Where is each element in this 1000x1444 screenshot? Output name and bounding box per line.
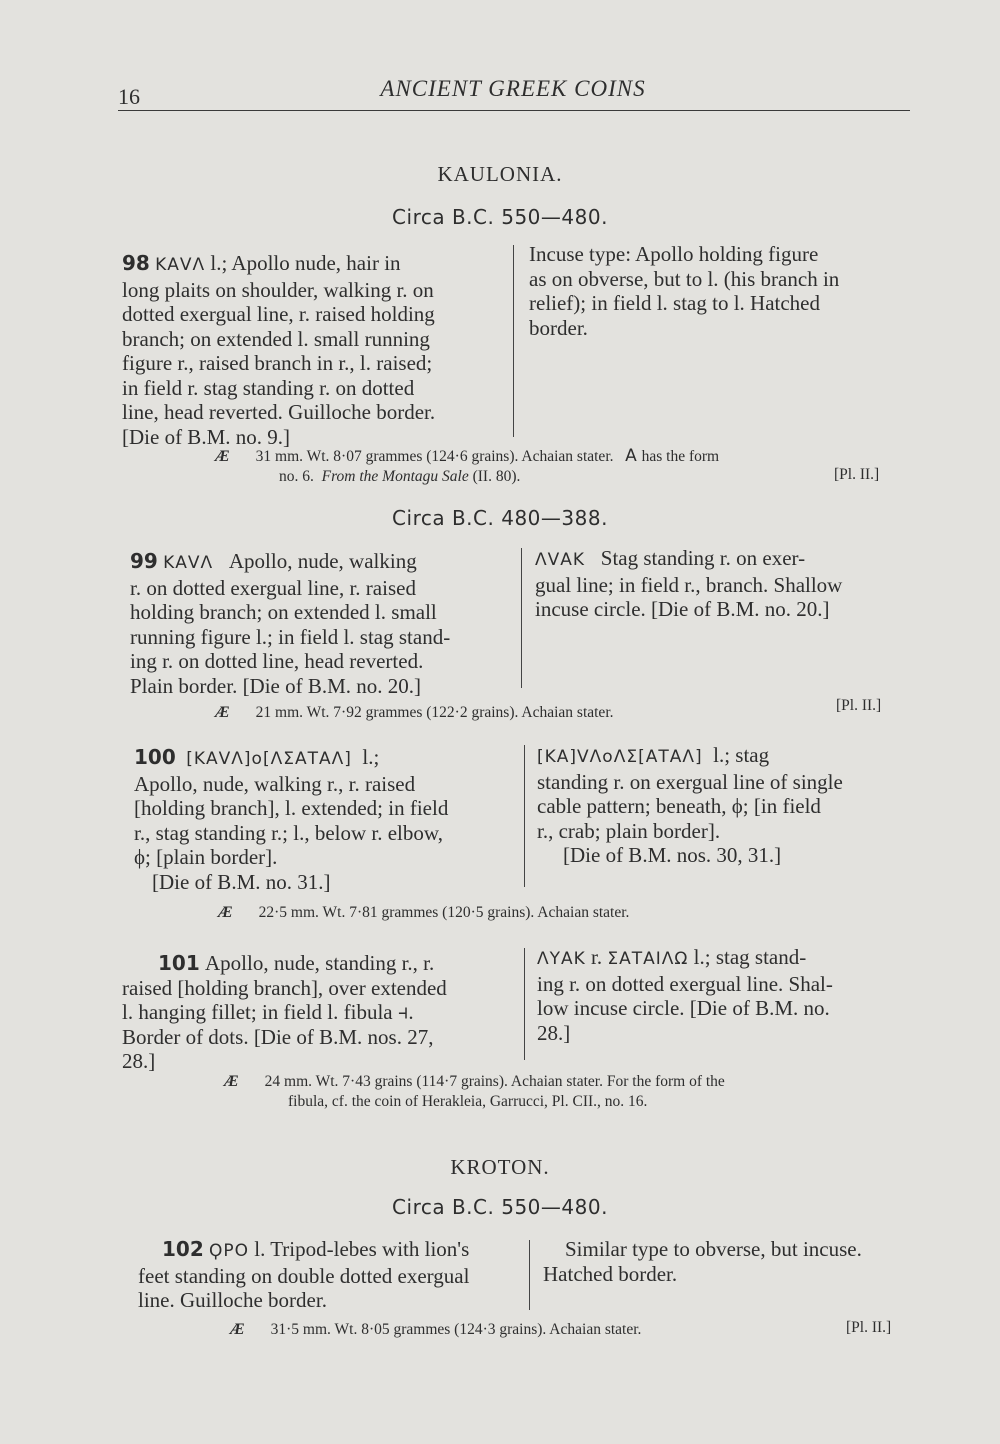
text-line: relief); in field l. stag to l. Hatched <box>529 291 820 315</box>
text-line: Similar type to obverse, but incuse. <box>565 1237 862 1261</box>
text-line: border. <box>529 315 588 340</box>
entry-101-obverse <box>122 951 512 1074</box>
entry-100-reverse <box>537 743 927 868</box>
entry-102-meta <box>230 1320 850 1340</box>
coin-legend: ΣΑΤΑΙΛΩ <box>607 949 689 969</box>
text-line: ing r. on dotted exergual line. Shal- <box>537 971 833 996</box>
meta-text: no. 6. <box>279 468 314 485</box>
entry-101-reverse <box>537 945 927 1045</box>
section-title-kroton: KROTON. <box>450 1155 550 1179</box>
text-line: Plain border. [Die of B.M. no. 20.] <box>130 673 422 698</box>
text-line: in field r. stag standing r. on dotted <box>122 375 415 400</box>
entry-102-reverse <box>543 1237 933 1286</box>
column-divider <box>529 1240 530 1310</box>
column-divider <box>521 548 522 688</box>
plate-reference: [Pl. II.] <box>846 1319 892 1336</box>
entry-99-obverse <box>130 549 510 698</box>
meta-text: 21 mm. Wt. 7·92 grammes (122·2 grains). Achaian stater. <box>255 704 614 721</box>
column-divider <box>524 948 525 1060</box>
text-line: [holding branch], l. extended; in field <box>134 796 449 820</box>
entry-98-reverse <box>529 242 919 340</box>
text-line: [Die of B.M. no. 9.] <box>122 424 290 449</box>
text-line: holding branch; on extended l. small <box>130 600 437 624</box>
text-line: incuse circle. [Die of B.M. no. 20.] <box>535 597 830 621</box>
entry-99-reverse <box>535 546 925 622</box>
text-line: Hatched border. <box>543 1261 678 1286</box>
entry-number: 98 <box>122 251 150 275</box>
entry-98-obverse <box>122 251 502 449</box>
coin-legend: ϘΡΟ <box>209 1241 250 1261</box>
coin-legend: ΛVΑΚ <box>535 550 586 570</box>
period-heading: Circa B.C. 550—480. <box>392 1195 608 1219</box>
entry-number: 101 <box>158 951 200 975</box>
metal-symbol: Æ <box>224 1073 239 1090</box>
text-line: as on obverse, but to l. (his branch in <box>529 266 840 291</box>
text-line: l.; Apollo nude, hair in <box>210 251 401 275</box>
coin-legend: [ΚΑVΛ]ο[ΛΣΑΤΑΛ] <box>186 749 352 769</box>
text-line: r., crab; plain border]. <box>537 818 721 843</box>
text-line: r., stag standing r.; l., below r. elbow, <box>134 820 443 845</box>
meta-text: 31 mm. Wt. 8·07 grammes (124·6 grains). Achaian stater. <box>255 448 614 465</box>
text-line: ing r. on dotted line, head reverted. <box>130 649 424 673</box>
metal-symbol: Æ <box>215 704 230 721</box>
text-line: raised [holding branch], over extended <box>122 975 447 1000</box>
coin-legend: [ΚΑ]VΛοΛΣ[ΑΤΑΛ] <box>537 747 703 767</box>
meta-text: 31·5 mm. Wt. 8·05 grammes (124·3 grains). Achaian stater. <box>270 1321 642 1338</box>
entry-98-meta <box>215 446 935 487</box>
text-line: low incuse circle. [Die of B.M. no. <box>537 996 830 1020</box>
text-line: figure r., raised branch in r., l. raised; <box>122 351 433 375</box>
entry-number: 100 <box>134 745 176 769</box>
text-line: line. Guilloche border. <box>138 1288 327 1312</box>
page-number: 16 <box>118 84 140 109</box>
text-line: l. Tripod-lebes with lion's <box>254 1237 470 1261</box>
running-title: ANCIENT GREEK COINS <box>380 76 646 101</box>
entry-99-meta <box>215 703 835 723</box>
column-divider <box>524 745 525 887</box>
entry-100-meta <box>218 903 838 923</box>
text-line: Border of dots. [Die of B.M. nos. 27, <box>122 1024 434 1049</box>
text-line: branch; on extended l. small running <box>122 326 430 351</box>
text-line: l.; stag <box>713 743 770 767</box>
text-line: Stag standing r. on exer- <box>600 546 806 570</box>
meta-text: has the form <box>641 448 720 465</box>
meta-text: fibula, cf. the coin of Herakleia, Garrucci, Pl. CII., no. 16. <box>288 1093 648 1110</box>
text-line: Apollo, nude, walking r., r. raised <box>134 771 416 796</box>
period-heading: Circa B.C. 480—388. <box>392 506 608 530</box>
plate-reference: [Pl. II.] <box>836 697 882 714</box>
metal-symbol: Æ <box>215 448 230 465</box>
entry-number: 102 <box>162 1237 204 1261</box>
text-line: [Die of B.M. no. 31.] <box>152 869 331 894</box>
section-title-kaulonia: KAULONIA. <box>437 162 563 186</box>
text-line: Incuse type: Apollo holding figure <box>529 242 819 266</box>
column-divider <box>513 245 514 437</box>
metal-symbol: Æ <box>218 904 233 921</box>
text-line: dotted exergual line, r. raised holding <box>122 302 435 326</box>
text-line: ϕ; [plain border]. <box>134 845 278 869</box>
text-line: gual line; in field r., branch. Shallow <box>535 572 843 597</box>
source-citation: From the Montagu Sale <box>321 468 469 485</box>
period-heading: Circa B.C. 550—480. <box>392 205 608 229</box>
entry-number: 99 <box>130 549 158 573</box>
text-line: feet standing on double dotted exergual <box>138 1263 470 1288</box>
coin-legend: ΚΑVΛ <box>155 255 206 275</box>
entry-100-obverse <box>134 745 514 894</box>
text-line: long plaits on shoulder, walking r. on <box>122 277 434 302</box>
text-line: r. <box>591 945 603 969</box>
legend-letter: Α <box>625 446 638 466</box>
text-line: [Die of B.M. nos. 30, 31.] <box>563 843 782 867</box>
meta-text: 24 mm. Wt. 7·43 grains (114·7 grains). Achaian stater. For the form of the <box>264 1073 725 1090</box>
entry-102-obverse <box>138 1237 528 1313</box>
text-line: Apollo, nude, standing r., r. <box>205 951 435 975</box>
text-line: l. hanging fillet; in field l. fibula ⫞. <box>122 1000 414 1024</box>
text-line: standing r. on exergual line of single <box>537 769 843 794</box>
page-header <box>118 70 908 110</box>
text-line: l.; stag stand- <box>693 945 807 969</box>
text-line: cable pattern; beneath, ϕ; [in field <box>537 794 821 818</box>
text-line: 28.] <box>122 1049 156 1073</box>
plate-reference: [Pl. II.] <box>834 466 880 483</box>
text-line: running figure l.; in field l. stag stand- <box>130 624 451 649</box>
text-line: 28.] <box>537 1020 571 1045</box>
text-line: l.; <box>362 745 380 769</box>
text-line: line, head reverted. Guilloche border. <box>122 400 436 424</box>
entry-101-meta <box>224 1072 944 1112</box>
meta-text: 22·5 mm. Wt. 7·81 grammes (120·5 grains). Achaian stater. <box>258 904 630 921</box>
text-line: Apollo, nude, walking <box>228 549 417 573</box>
meta-text: (II. 80). <box>472 468 521 485</box>
metal-symbol: Æ <box>230 1321 245 1338</box>
coin-legend: ΚΑVΛ <box>163 553 214 573</box>
coin-legend: ΛΥΑΚ <box>537 949 586 969</box>
header-rule <box>118 110 910 111</box>
text-line: r. on dotted exergual line, r. raised <box>130 575 416 600</box>
